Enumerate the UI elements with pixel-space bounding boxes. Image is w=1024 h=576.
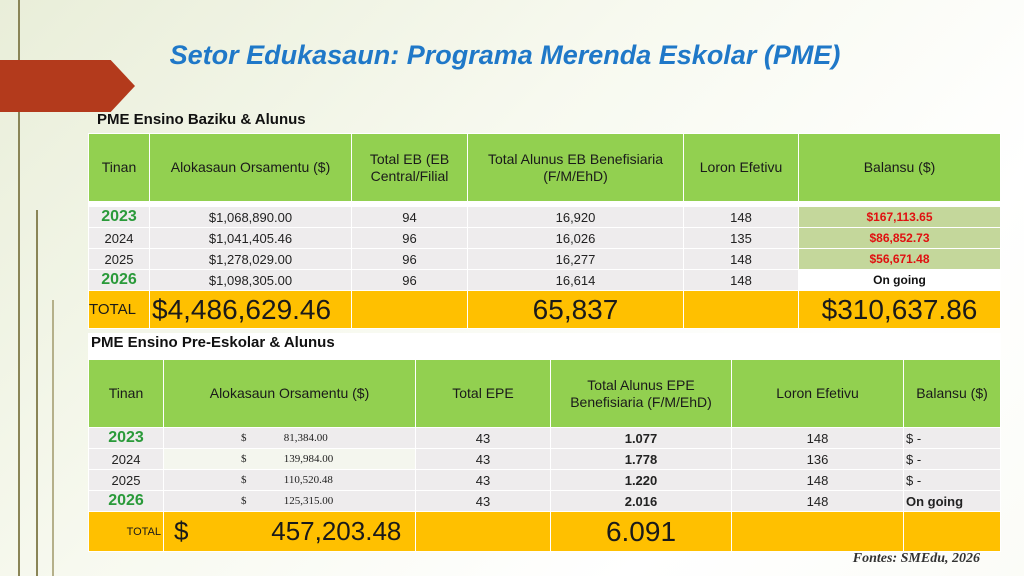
total-budget: $4,486,629.46 xyxy=(150,291,352,329)
table-pme-ensino-pre-eskolar xyxy=(88,333,1001,552)
total-row xyxy=(89,291,1001,329)
days-cell: 148 xyxy=(684,207,799,228)
students-cell: 1.077 xyxy=(551,428,732,449)
column-header: Alokasaun Orsamentu ($) xyxy=(150,134,352,202)
students-cell: 1.220 xyxy=(551,470,732,491)
days-cell: 148 xyxy=(684,249,799,270)
table-row xyxy=(89,470,1001,491)
days-cell: 148 xyxy=(732,470,904,491)
balance-cell: $167,113.65 xyxy=(799,207,1001,228)
column-header: Tinan xyxy=(89,134,150,202)
students-cell: 16,614 xyxy=(468,270,684,291)
budget-value: 81,384.00 xyxy=(283,432,328,444)
balance-cell: $ - xyxy=(904,470,1001,491)
column-header: Loron Efetivu xyxy=(732,360,904,428)
column-header: Balansu ($) xyxy=(904,360,1001,428)
balance-cell: $56,671.48 xyxy=(799,249,1001,270)
students-cell: 16,920 xyxy=(468,207,684,228)
column-header: Total Alunus EPE Benefisiaria (F/M/EhD) xyxy=(551,360,732,428)
column-header: Balansu ($) xyxy=(799,134,1001,202)
table-row xyxy=(89,449,1001,470)
table-row xyxy=(89,491,1001,512)
students-cell: 1.778 xyxy=(551,449,732,470)
days-cell: 135 xyxy=(684,228,799,249)
column-header: Total Alunus EB Benefisiaria (F/M/EhD) xyxy=(468,134,684,202)
total-label: TOTAL xyxy=(89,291,150,329)
column-header: Alokasaun Orsamentu ($) xyxy=(164,360,416,428)
table-pme-ensino-baziku xyxy=(88,133,1001,329)
budget-cell: $1,098,305.00 xyxy=(150,270,352,291)
year-cell: 2024 xyxy=(89,228,150,249)
budget-cell: $1,278,029.00 xyxy=(150,249,352,270)
total-row xyxy=(89,512,1001,552)
days-cell: 148 xyxy=(684,270,799,291)
table1-label: PME Ensino Baziku & Alunus xyxy=(97,111,306,128)
source-note: Fontes: SMEdu, 2026 xyxy=(852,551,980,566)
eb-cell: 96 xyxy=(352,249,468,270)
year-cell: 2023 xyxy=(89,207,150,228)
currency-symbol: $ xyxy=(241,453,247,465)
balance-cell: $86,852.73 xyxy=(799,228,1001,249)
days-cell: 148 xyxy=(732,491,904,512)
year-cell: 2025 xyxy=(89,249,150,270)
decorative-arrow xyxy=(0,60,135,112)
students-cell: 16,026 xyxy=(468,228,684,249)
table-row xyxy=(89,249,1001,270)
year-cell: 2026 xyxy=(89,270,150,291)
currency-symbol: $ xyxy=(241,474,247,486)
epe-cell: 43 xyxy=(416,491,551,512)
eb-cell: 96 xyxy=(352,270,468,291)
year-cell: 2023 xyxy=(89,428,164,449)
budget-cell: $1,068,890.00 xyxy=(150,207,352,228)
balance-cell: On going xyxy=(799,270,1001,291)
budget-cell: $1,041,405.46 xyxy=(150,228,352,249)
table2-label: PME Ensino Pre-Eskolar & Alunus xyxy=(91,334,335,351)
epe-cell: 43 xyxy=(416,470,551,491)
column-header: Loron Efetivu xyxy=(684,134,799,202)
column-header: Tinan xyxy=(89,360,164,428)
decorative-line xyxy=(36,210,38,576)
total-budget: 457,203.48 xyxy=(271,516,402,546)
balance-cell: On going xyxy=(904,491,1001,512)
total-balance: $310,637.86 xyxy=(799,291,1001,329)
column-header: Total EPE xyxy=(416,360,551,428)
epe-cell: 43 xyxy=(416,449,551,470)
total-students: 6.091 xyxy=(551,512,732,552)
year-cell: 2026 xyxy=(89,491,164,512)
budget-value: 139,984.00 xyxy=(283,453,334,465)
column-header: Total EB (EB Central/Filial xyxy=(352,134,468,202)
currency-symbol: $ xyxy=(241,495,247,507)
year-cell: 2024 xyxy=(89,449,164,470)
year-cell: 2025 xyxy=(89,470,164,491)
total-students: 65,837 xyxy=(468,291,684,329)
budget-value: 110,520.48 xyxy=(283,474,333,486)
balance-cell: $ - xyxy=(904,428,1001,449)
days-cell: 148 xyxy=(732,428,904,449)
table-row xyxy=(89,428,1001,449)
students-cell: 16,277 xyxy=(468,249,684,270)
eb-cell: 96 xyxy=(352,228,468,249)
slide-title: Setor Edukasaun: Programa Merenda Eskolar (PME) xyxy=(169,40,841,70)
days-cell: 136 xyxy=(732,449,904,470)
currency-symbol: $ xyxy=(241,432,247,444)
table-row xyxy=(89,270,1001,291)
epe-cell: 43 xyxy=(416,428,551,449)
decorative-line xyxy=(52,300,54,576)
currency-symbol: $ xyxy=(174,516,189,546)
balance-cell: $ - xyxy=(904,449,1001,470)
table-row xyxy=(89,228,1001,249)
students-cell: 2.016 xyxy=(551,491,732,512)
budget-value: 125,315.00 xyxy=(283,495,334,507)
eb-cell: 94 xyxy=(352,207,468,228)
table-row xyxy=(89,207,1001,228)
total-label: TOTAL xyxy=(89,512,164,552)
